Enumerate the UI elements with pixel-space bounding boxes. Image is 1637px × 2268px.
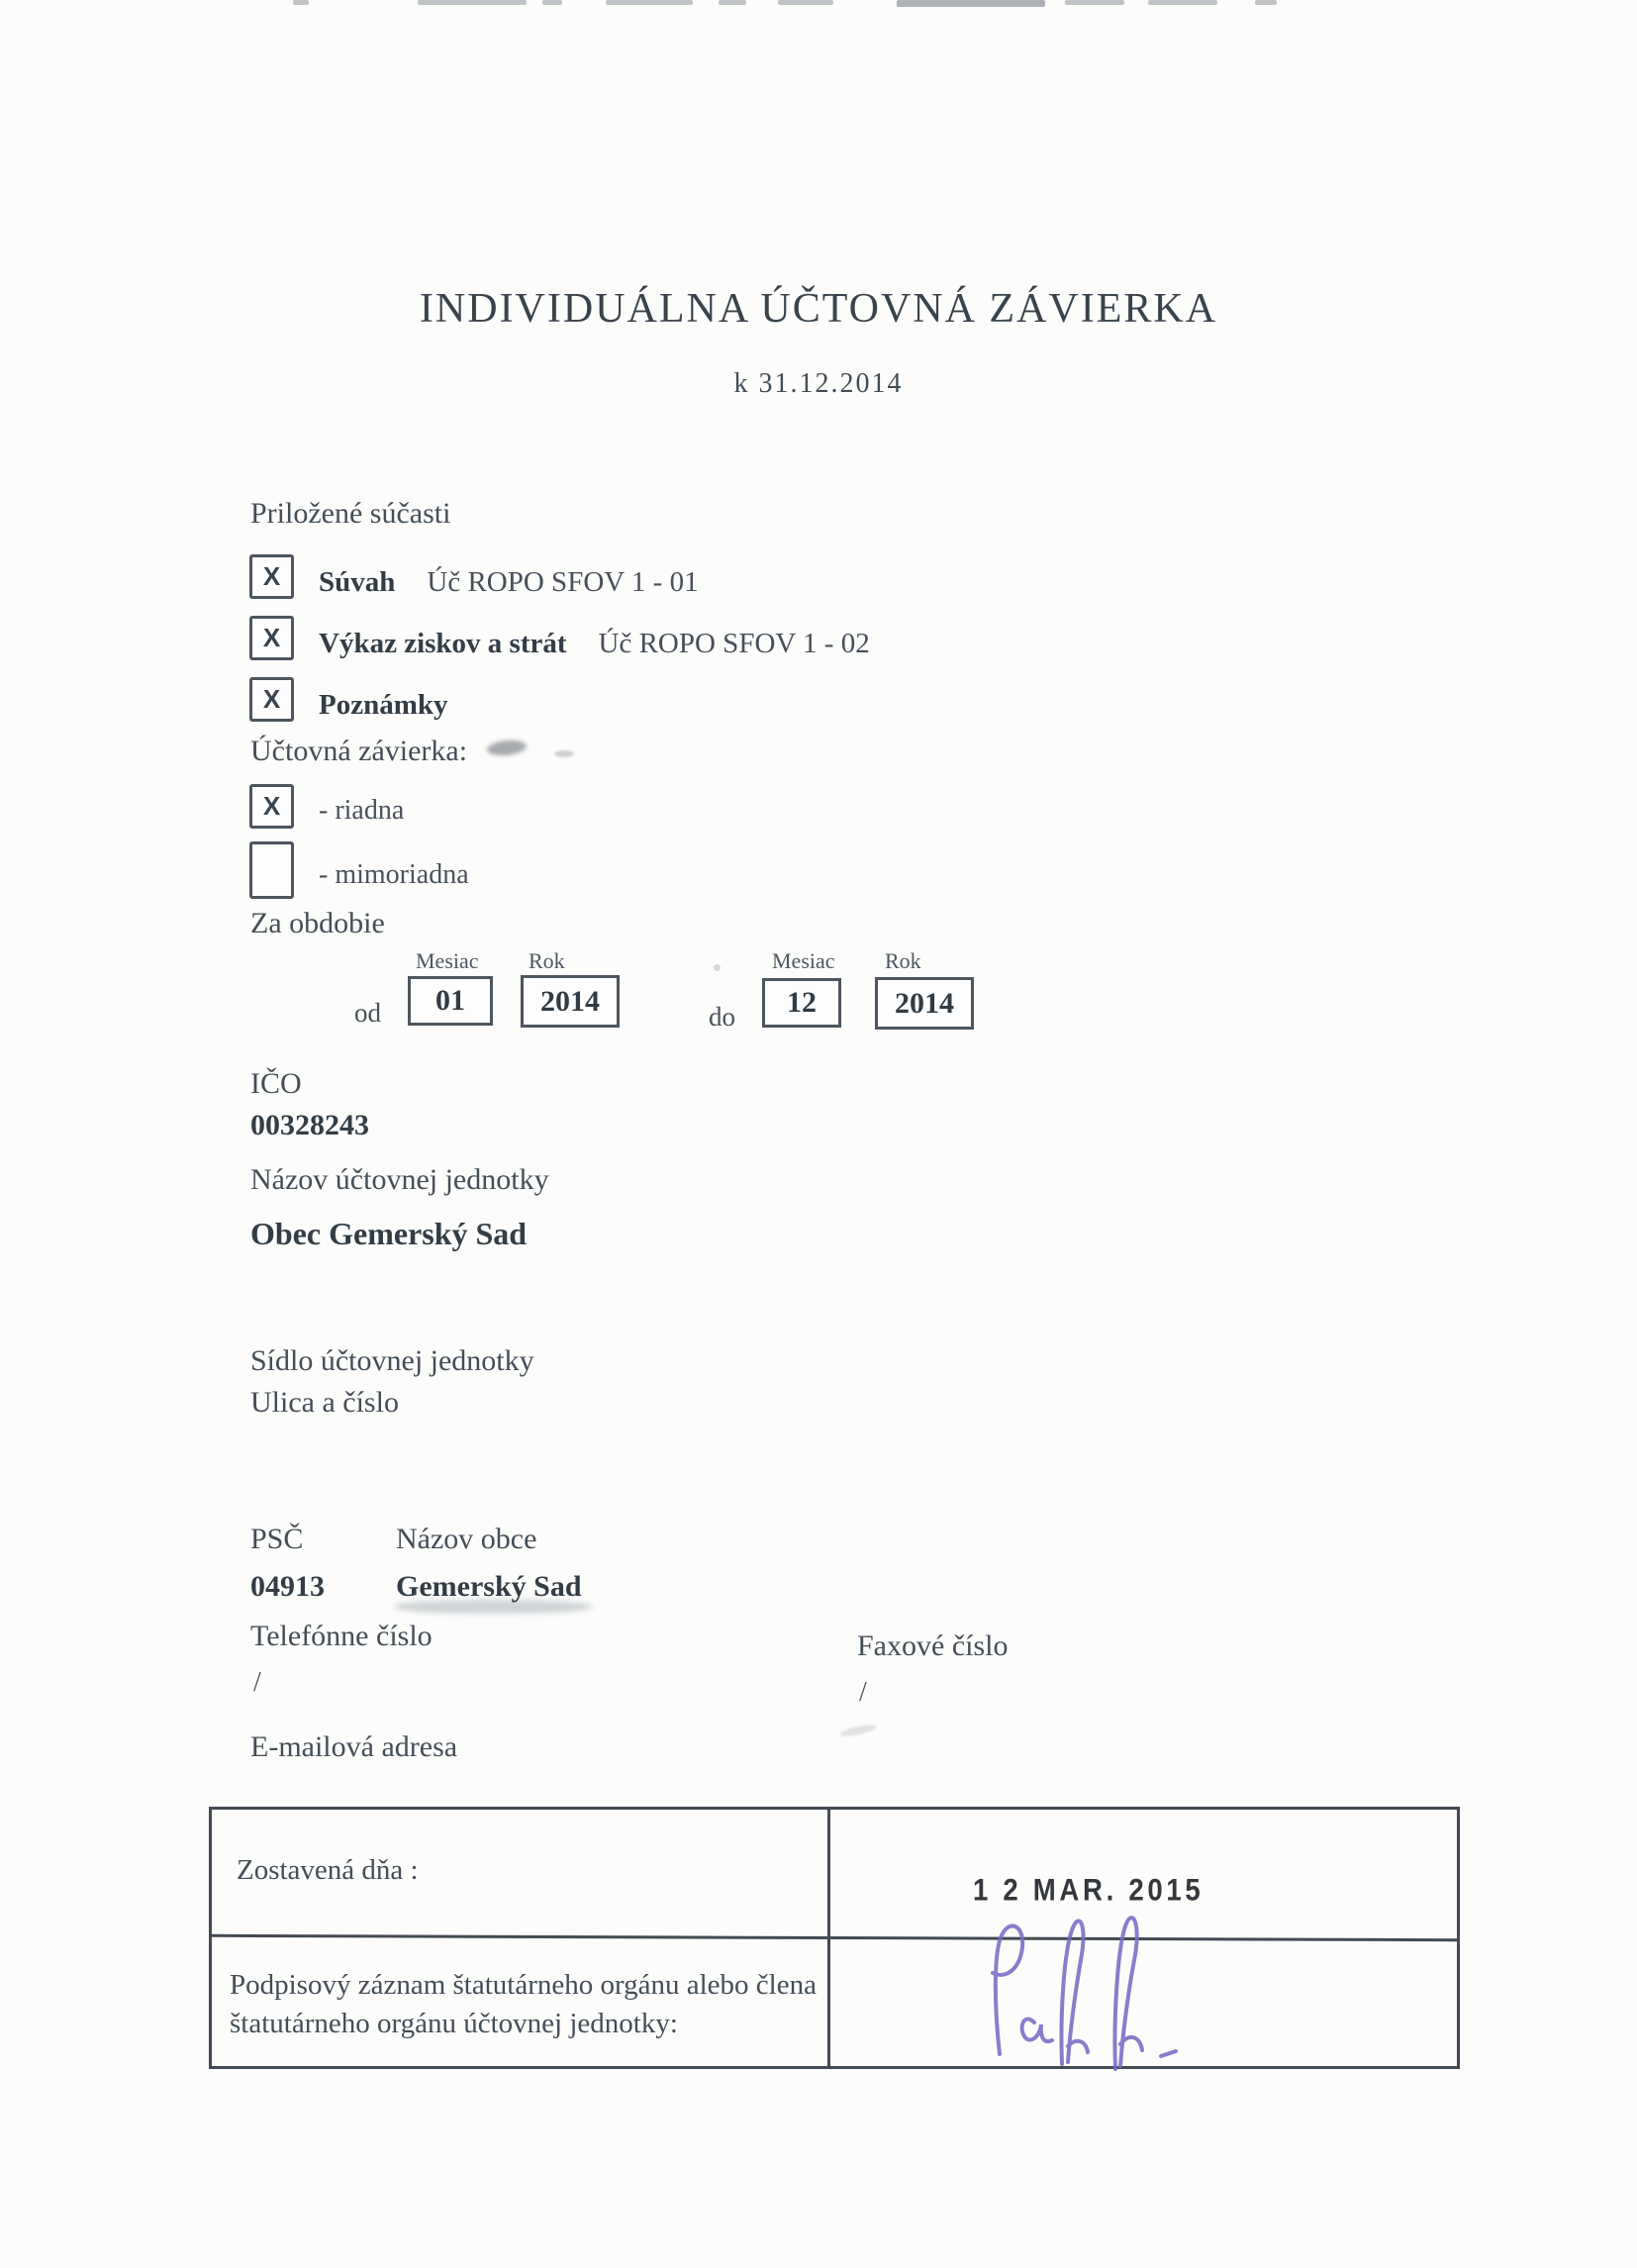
label-riadna: - riadna xyxy=(319,795,405,826)
checkbox-riadna[interactable] xyxy=(249,784,294,829)
checkbox-x-mark: X xyxy=(262,791,281,821)
period-to-year-box[interactable] xyxy=(875,977,974,1030)
checkbox-suvaha[interactable] xyxy=(249,554,294,599)
scan-artifact-dash xyxy=(897,0,1045,7)
ico-label: IČO xyxy=(250,1067,302,1100)
attachment-code-suvaha: Úč ROPO SFOV 1 - 01 xyxy=(427,566,699,598)
date-stamp: 1 2 MAR. 2015 xyxy=(973,1872,1204,1908)
scan-artifact-dash xyxy=(778,0,833,5)
period-from-month-value: 01 xyxy=(435,984,465,1017)
scan-artifact-dash xyxy=(1255,0,1277,5)
scan-artifact-dash xyxy=(542,0,562,5)
ink-smudge xyxy=(554,750,574,757)
fax-label: Faxové číslo xyxy=(857,1629,1009,1662)
entity-name-label: Názov účtovnej jednotky xyxy=(250,1163,549,1196)
compiled-date-label: Zostavená dňa : xyxy=(237,1854,419,1886)
checkbox-vykaz[interactable] xyxy=(249,616,294,660)
address-heading: Sídlo účtovnej jednotky xyxy=(250,1344,534,1377)
email-label: E-mailová adresa xyxy=(250,1730,458,1763)
checkbox-mimoriadna[interactable] xyxy=(249,841,294,899)
label-mimoriadna: - mimoriadna xyxy=(319,859,469,890)
stray-dot xyxy=(714,964,721,971)
to-label: do xyxy=(709,1002,735,1032)
fax-value: / xyxy=(859,1677,867,1708)
scan-artifact-dash xyxy=(1148,0,1217,5)
street-label: Ulica a číslo xyxy=(250,1386,399,1419)
checkbox-poznamky[interactable] xyxy=(249,677,294,722)
signature-statement-label: Podpisový záznam štatutárneho orgánu alebo člena štatutárneho orgánu účtovnej jednotky: xyxy=(230,1969,817,2040)
period-to-month-value: 12 xyxy=(787,986,817,1019)
page-subtitle: k 31.12.2014 xyxy=(733,368,904,399)
signature xyxy=(945,1906,1203,2084)
period-to-year-value: 2014 xyxy=(895,986,954,1020)
from-label: od xyxy=(354,998,381,1028)
checkbox-x-mark: X xyxy=(262,684,281,714)
scan-artifact-dash xyxy=(719,0,746,5)
ink-smudge xyxy=(486,739,527,757)
city-value: Gemerský Sad xyxy=(396,1570,582,1603)
city-label: Názov obce xyxy=(396,1523,537,1555)
closing-heading: Účtovná závierka: xyxy=(250,735,468,767)
attachment-code-vykaz: Úč ROPO SFOV 1 - 02 xyxy=(598,628,870,659)
table-row-divider xyxy=(212,1934,1457,1941)
stray-mark xyxy=(839,1723,878,1738)
attachment-label-poznamky: Poznámky xyxy=(319,689,448,721)
phone-label: Telefónne číslo xyxy=(250,1620,433,1652)
psc-label: PSČ xyxy=(250,1523,304,1555)
period-from-year-box[interactable] xyxy=(521,975,620,1028)
period-to-month-box[interactable] xyxy=(762,978,841,1028)
psc-value: 04913 xyxy=(250,1570,325,1603)
year-label-to: Rok xyxy=(885,948,921,973)
month-label-from: Mesiac xyxy=(416,948,479,973)
checkbox-x-mark: X xyxy=(262,561,281,591)
scan-artifact-dash xyxy=(1065,0,1124,5)
period-from-year-value: 2014 xyxy=(540,984,600,1018)
checkbox-x-mark: X xyxy=(262,623,281,652)
year-label-from: Rok xyxy=(529,948,565,973)
period-from-month-box[interactable] xyxy=(408,976,493,1026)
phone-value: / xyxy=(253,1667,261,1698)
attachments-heading: Priložené súčasti xyxy=(250,497,451,530)
entity-name-value: Obec Gemerský Sad xyxy=(250,1216,528,1251)
attachment-label-vykaz: Výkaz ziskov a strát xyxy=(319,628,567,659)
period-heading: Za obdobie xyxy=(250,907,385,939)
page-title: INDIVIDUÁLNA ÚČTOVNÁ ZÁVIERKA xyxy=(419,286,1218,332)
scan-artifact-dash xyxy=(293,0,309,5)
ico-value: 00328243 xyxy=(250,1109,369,1141)
month-label-to: Mesiac xyxy=(772,948,835,973)
scan-artifact-dash xyxy=(606,0,693,5)
attachment-label-suvaha: Súvah xyxy=(319,566,396,598)
scan-artifact-dash xyxy=(418,0,527,5)
